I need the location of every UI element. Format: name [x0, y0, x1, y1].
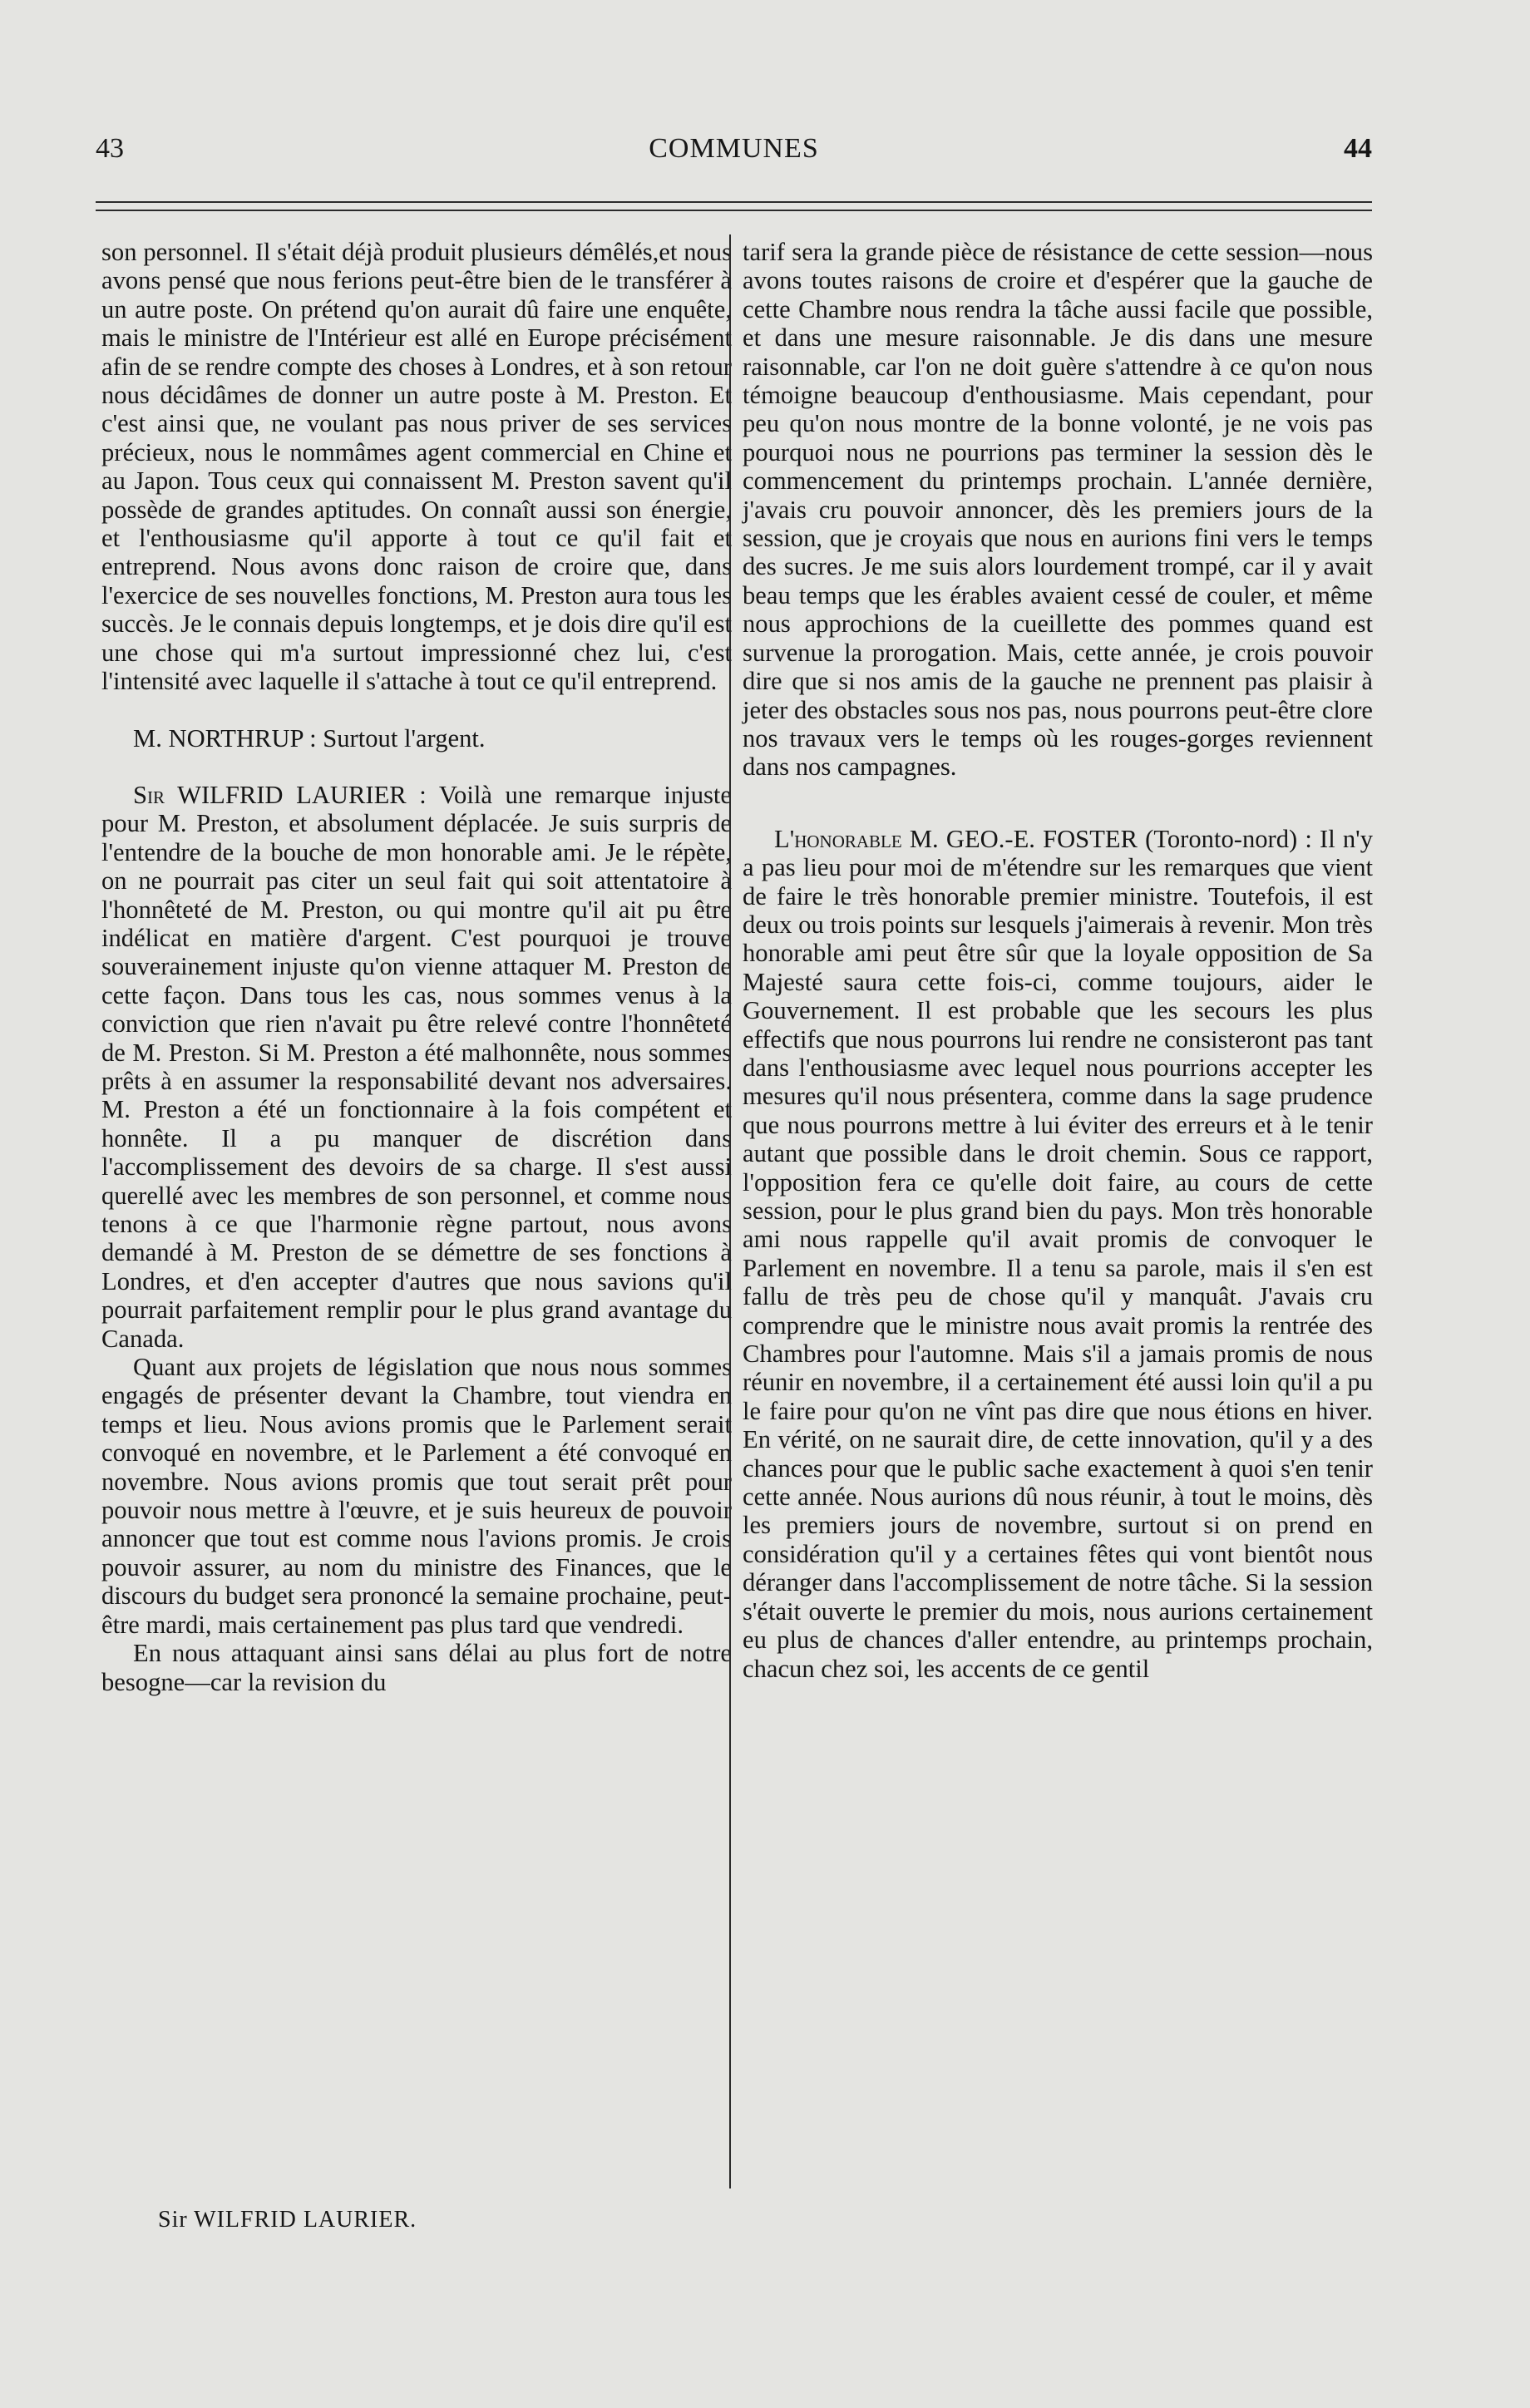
header-rule-bottom — [96, 210, 1372, 211]
speech-text: Voilà une remarque injuste pour M. Preston, et absolument déplacée. Je suis surpris de l'entendre de la bouche de mon honorable ami. Je le répète, on ne pourrait pas citer un seul fait qui soit attentatoire à l'honnêteté de M. Preston, ou qui montre qu'il ait pu être indélicat en matière d'argent. C'est pourquoi je trouve souverainement injuste qu'on vienne attaquer M. Preston de cette façon. Dans tous les cas, nous sommes venus à la conviction que rien n'avait pu être relevé contre l'honnêteté de M. Preston. Si M. Preston a été malhonnête, nous sommes prêts à en assumer la responsabilité devant nos adversaires. M. Preston a été un fonctionnaire à la fois compétent et honnête. Il a pu manquer de discrétion dans l'accomplissement des devoirs de sa charge. Il s'est aussi querellé avec les membres de son personnel, et comme nous tenons à ce que l'harmonie règne partout, nous avons demandé à M. Preston de se démettre de ses fonctions à Londres, et d'en accepter d'autres que nous savions qu'il pourrait parfaitement remplir pour le plus grand avantage du Canada. — [101, 780, 732, 1353]
page-number-right: 44 — [1344, 133, 1372, 164]
footer-speaker-note: Sir WILFRID LAURIER. — [158, 2207, 417, 2233]
page-title: COMMUNES — [649, 133, 819, 164]
speaker-name: Sir WILFRID LAURIER : — [133, 780, 427, 809]
left-paragraph-2 — [101, 724, 732, 752]
right-paragraph-1: tarif sera la grande pièce de résistance de cette session—nous avons toutes raisons de croire et d'espérer que la gauche de cette Chambre nous rendra la tâche aussi facile que possible, et dans une mesure raisonnable. Je dis dans une mesure raisonnable, car l'on ne doit guère s'attendre à ce qu'on nous témoigne beaucoup d'enthousiasme. Mais cependant, pour peu qu'on nous montre de la bonne volonté, je ne vois pas pourquoi nous ne pourrions pas terminer la session dès le commencement du printemps prochain. L'année dernière, j'avais cru pouvoir annoncer, dès les premiers jours de la session, que je croyais que nous en aurions fini vers le temps des sucres. Je me suis alors lourdement trompé, car il y avait beau temps que les érables avaient cessé de couler, et même nous approchions de la cueillette des pommes quand est survenue la prorogation. Mais, cette année, je crois pouvoir dire que si nos amis de la gauche ne prennent pas plaisir à jeter des obstacles sous nos pas, nous pourrons peut-être clore nos travaux vers le temps où les rouges-gorges reviennent dans nos campagnes. — [743, 238, 1373, 782]
page-number-left: 43 — [96, 133, 124, 164]
speech-text: Surtout l'argent. — [316, 723, 486, 752]
speaker-name: L'honorable M. GEO.-E. FOSTER — [774, 824, 1138, 853]
speech-text: (Toronto-nord) : Il n'y a pas lieu pour moi de m'étendre sur les remarques que vient de faire le très honorable premier ministre. Toutefois, il est deux ou trois points sur lesquels j'aimerais à revenir. Mon très honorable ami peut être sûr que la loyale opposition de Sa Majesté saura cette fois-ci, comme toujours, aider le Gouvernement. Il est probable que les secours les plus effectifs que nous pourrons lui rendre ne consisteront pas tant dans l'enthousiasme avec lequel nous pourrions accepter les mesures qu'il nous présentera, comme dans la sage prudence que nous pourrons mettre à lui éviter des erreurs et à le tenir autant que possible dans le droit chemin. Sous ce rapport, l'opposition fera ce qu'elle doit faire, au cours de cette session, pour le plus grand bien du pays. Mon très honorable ami nous rappelle qu'il avait promis de convoquer le Parlement en novembre. Il a tenu sa parole, mais il s'en est fallu de très peu de chose qu'il y manquât. J'avais cru comprendre que le ministre nous avait promis la rentrée des Chambres pour l'automne. Mais s'il a jamais promis de nous réunir en novembre, il a certainement été aussi loin qu'il a pu le faire pour qu'on ne vînt pas dire que nous étions en hiver. En vérité, on ne saurait dire, de cette innovation, qu'il y a des chances pour que le public sache exactement à quoi s'en tenir cette année. Nous aurions dû nous réunir, à tout le moins, dès les premiers jours de novembre, surtout si on prend en considération qu'il y a certaines fêtes qui vont bientôt nous déranger dans l'accomplissement de notre tâche. Si la session s'était ouverte le premier du mois, nous aurions certainement eu plus de chances d'aller entendre, au printemps prochain, chacun chez soi, les accents de ce gentil — [743, 824, 1373, 1683]
left-paragraph-3 — [101, 781, 732, 1353]
header-rule-top — [96, 201, 1372, 203]
left-paragraph-4: Quant aux projets de législation que nous nous sommes engagés de présenter devant la Chambre, tout viendra en temps et lieu. Nous avions promis que le Parlement serait convoqué en novembre, et le Parlement a été convoqué en novembre. Nous avions promis que tout serait prêt pour pouvoir nous mettre à l'œuvre, et je suis heureux de pouvoir annoncer que tout est comme nous l'avions promis. Je crois pouvoir assurer, au nom du ministre des Finances, que le discours du budget sera prononcé la semaine prochaine, peut-être mardi, mais certainement pas plus tard que vendredi. — [101, 1353, 732, 1639]
speaker-name: M. NORTHRUP : — [133, 723, 317, 752]
page-header — [96, 133, 1372, 173]
right-paragraph-2 — [743, 825, 1373, 1683]
right-column — [743, 238, 1373, 1683]
column-divider — [729, 234, 731, 2188]
left-paragraph-5: En nous attaquant ainsi sans délai au plus fort de notre besogne—car la revision du — [101, 1639, 732, 1696]
left-column — [101, 238, 732, 1696]
left-paragraph-1: son personnel. Il s'était déjà produit plusieurs démêlés,et nous avons pensé que nous ferions peut-être bien de le transférer à un autre poste. On prétend qu'on aurait dû faire une enquête, mais le ministre de l'Intérieur est allé en Europe précisément afin de se rendre compte des choses à Londres, et à son retour nous décidâmes de donner un autre poste à M. Preston. Et c'est ainsi que, ne voulant pas nous priver de ses services précieux, nous le nommâmes agent commercial en Chine et au Japon. Tous ceux qui connaissent M. Preston savent qu'il possède de grandes aptitudes. On connaît aussi son énergie, et l'enthousiasme qu'il apporte à tout ce qu'il fait et entreprend. Nous avons donc raison de croire que, dans l'exercice de ses nouvelles fonctions, M. Preston aura tous les succès. Je le connais depuis longtemps, et je dois dire qu'il est une chose qui m'a surtout impressionné chez lui, c'est l'intensité avec laquelle il s'attache à tout ce qu'il entreprend. — [101, 238, 732, 696]
